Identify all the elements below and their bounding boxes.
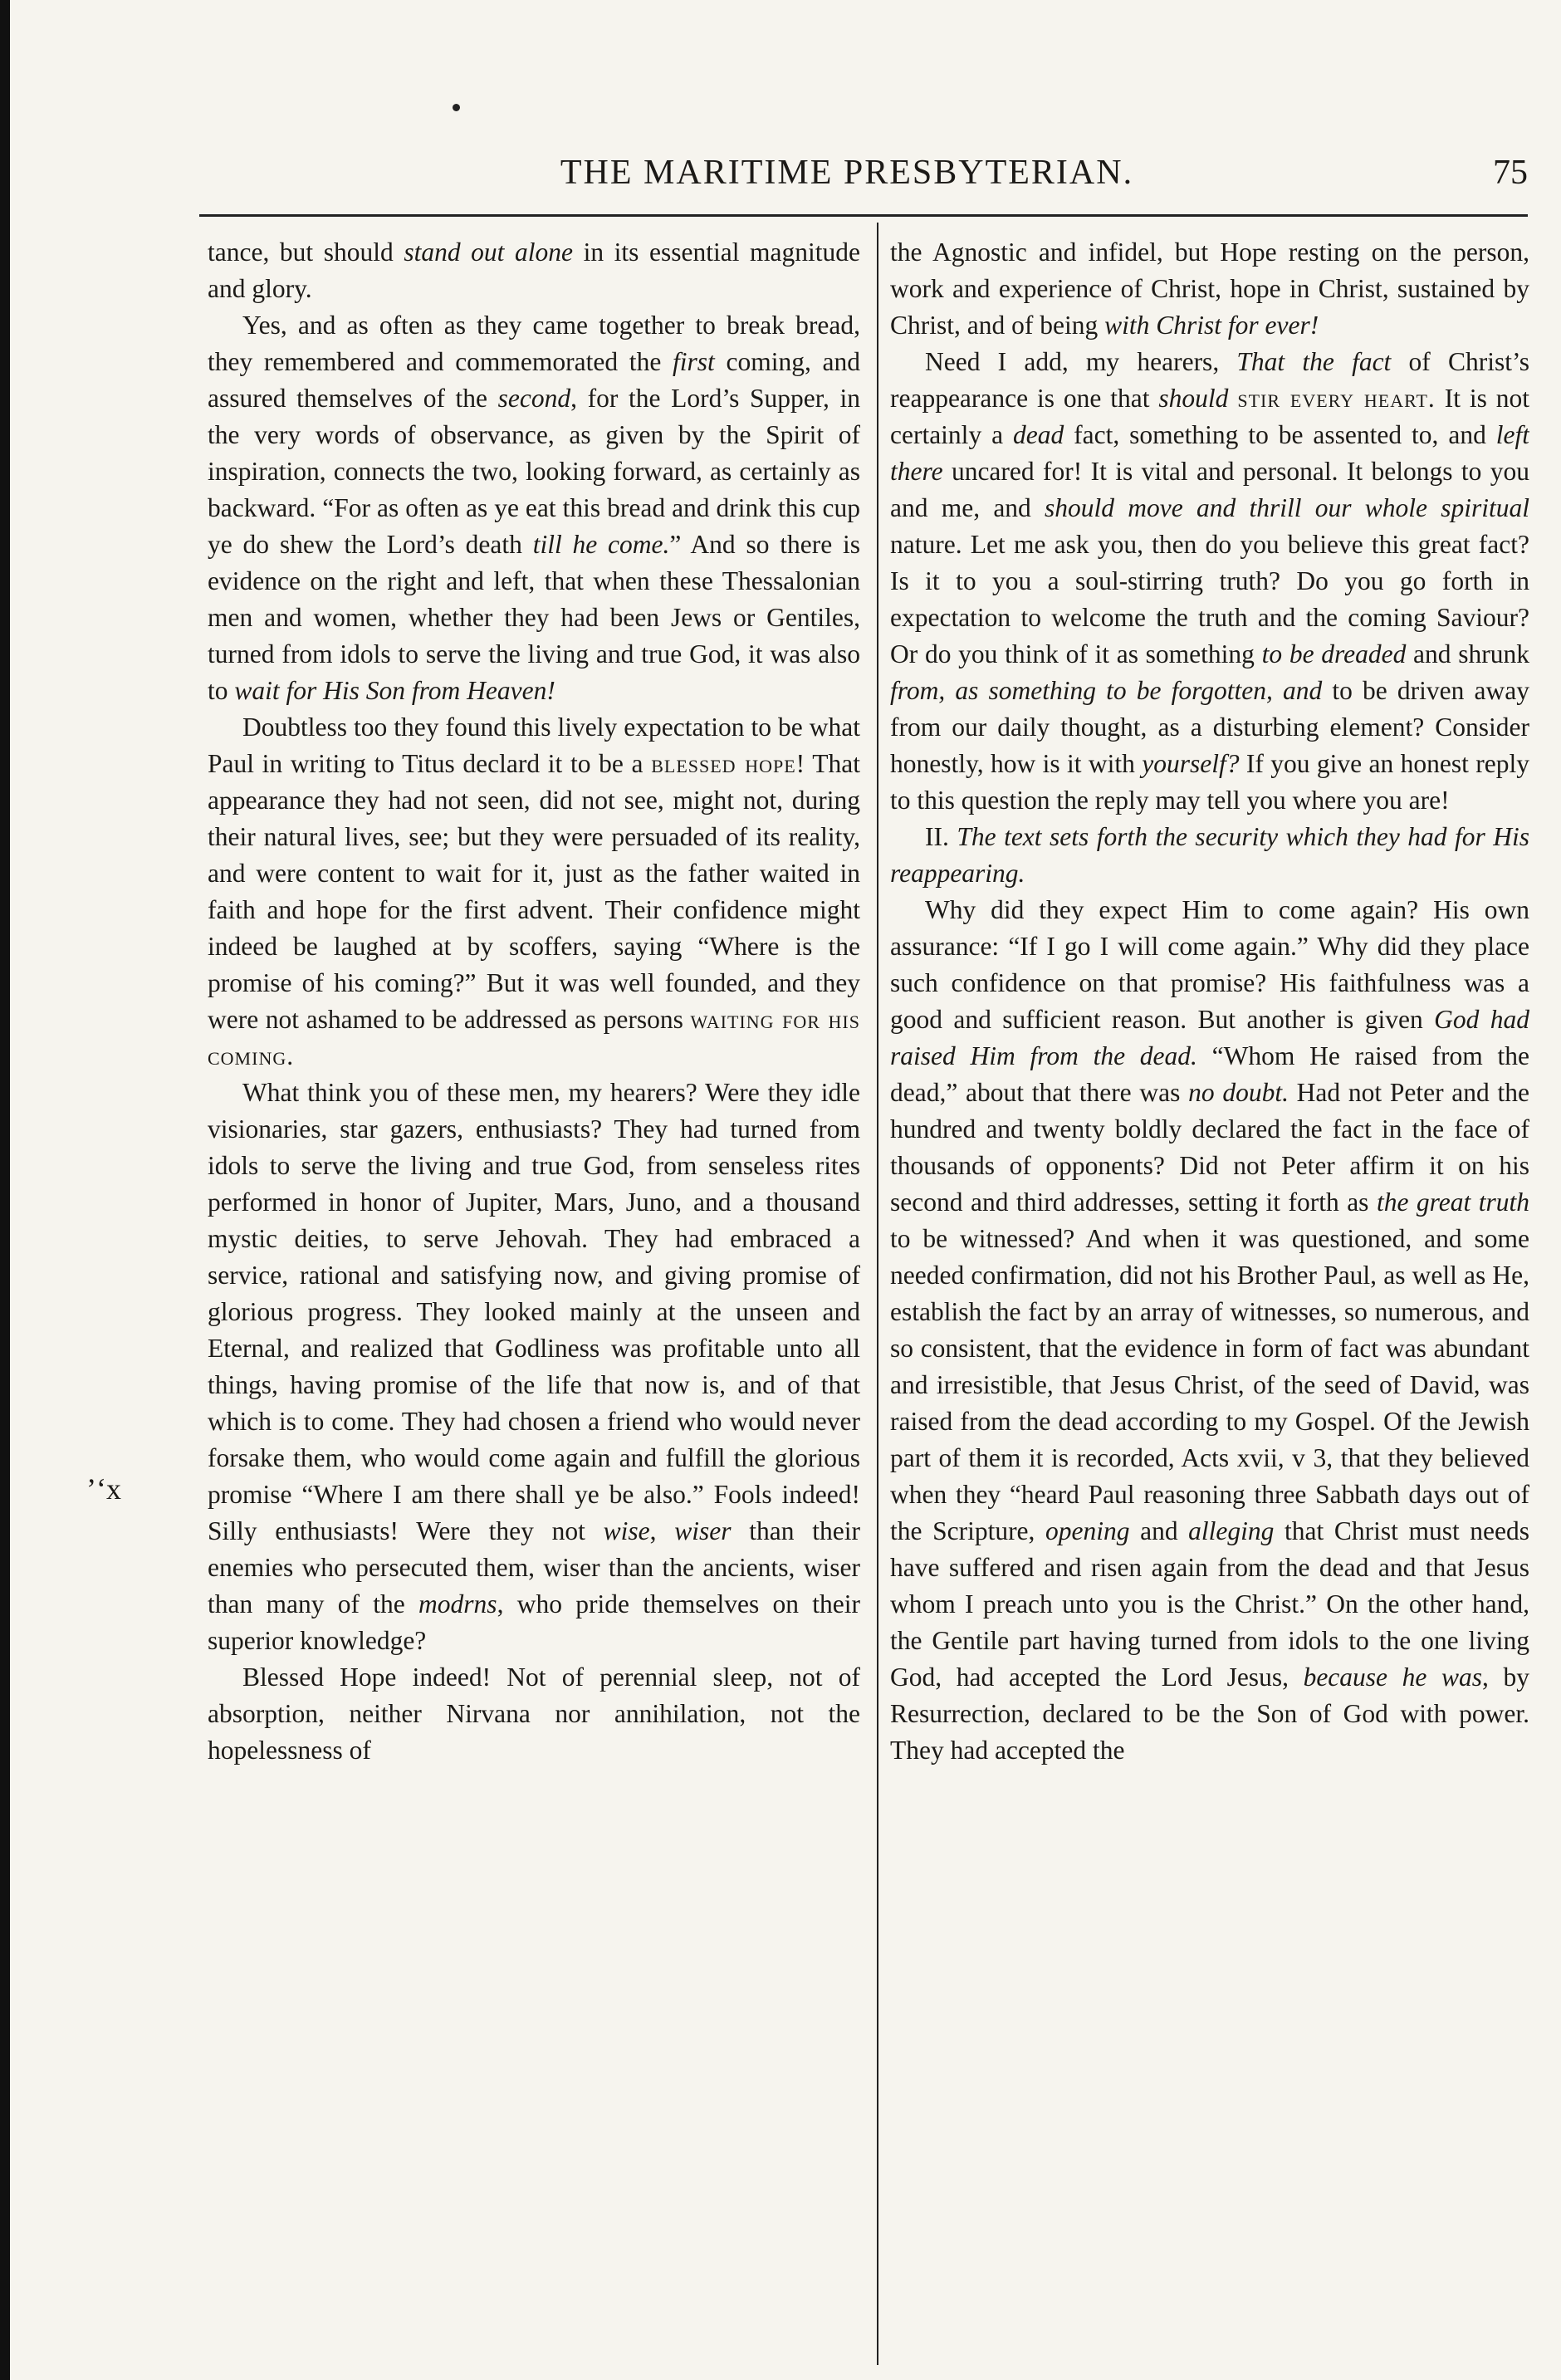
header-rule xyxy=(199,214,1528,217)
right-column xyxy=(890,234,1529,2360)
continued-paragraph: tance, but should stand out alone in its essential magnitude and glory. xyxy=(208,238,860,303)
margin-annotation: ’‘x xyxy=(86,1472,121,1506)
paragraph: Need I add, my hearers, That the fact of Christ’s reappearance is one that should stir every heart. It is not certainly a dead fact, something to be assented to, and left there uncared for! It is vital and personal. It belongs to you and me, and should move and thrill our whole spiritual nature. Let me ask you, then do you believe this great fact? Is it to you a soul-stirring truth? Do you go forth in expectation to welcome the truth and the coming Saviour? Or do you think of it as something to be dreaded and shrunk from, as something to be forgotten, and to be driven away from our daily thought, as a disturbing element? Consider honestly, how is it with yourself? If you give an honest reply to this question the reply may tell you where you are! xyxy=(890,347,1529,815)
page-header xyxy=(166,140,1528,206)
paragraph: Yes, and as often as they came together to break bread, they remembered and commemorated the first coming, and assured themselves of the second, for the Lord’s Supper, in the very words of observance, as given by the Spirit of inspiration, connects the two, looking forward, as certainly as backward. “For as often as ye eat this bread and drink this cup ye do shew the Lord’s death till he come.” And so there is evidence on the right and left, that when these Thessalonian men and women, whether they had been Jews or Gentiles, turned from idols to serve the living and true God, it was also to wait for His Son from Heaven! xyxy=(208,311,860,705)
ink-speck xyxy=(453,104,460,111)
paragraph: II. The text sets forth the security which they had for His reappearing. xyxy=(890,822,1529,888)
continued-paragraph: the Agnostic and infidel, but Hope resting on the person, work and experience of Christ, hope in Christ, sustained by Christ, and of being with Christ for ever! xyxy=(890,238,1529,340)
column-divider xyxy=(877,223,878,2365)
running-title: THE MARITIME PRESBYTERIAN. xyxy=(560,154,1134,192)
page-binding-edge xyxy=(0,0,10,2380)
paragraph: What think you of these men, my hearers? Were they idle visionaries, star gazers, enthusiasts? They had turned from idols to serve the living and true God, from senseless rites performed in honor of Jupiter, Mars, Juno, and a thousand mystic deities, to serve Jehovah. They had embraced a service, rational and satisfying now, and giving promise of glorious progress. They looked mainly at the unseen and Eternal, and realized that Godliness was profitable unto all things, having promise of the life that now is, and of that which is to come. They had chosen a friend who would never forsake them, who would come again and fulfill the glorious promise “Where I am there shall ye be also.” Fools indeed! Silly enthusiasts! Were they not wise, wiser than their enemies who persecuted them, wiser than the ancients, wiser than many of the modrns, who pride themselves on their superior knowledge? xyxy=(208,1078,860,1655)
paragraph: Doubtless too they found this lively expectation to be what Paul in writing to Titus declard it to be a blessed hope! That appearance they had not seen, did not see, might not, during their natural lives, see; but they were persuaded of its reality, and were content to wait for it, just as the father waited in faith and hope for the first advent. Their confidence might indeed be laughed at by scoffers, saying “Where is the promise of his coming?” But it was well founded, and they were not ashamed to be addressed as persons waiting for his coming. xyxy=(208,713,860,1070)
page-number: 75 xyxy=(1493,154,1528,192)
paragraph: Blessed Hope indeed! Not of perennial sleep, not of absorption, neither Nirvana nor annihilation, not the hopelessness of xyxy=(208,1663,860,1765)
paragraph: Why did they expect Him to come again? His own assurance: “If I go I will come again.” Why did they place such confidence on that promise? His faithfulness was a good and sufficient reason. But another is given God had raised Him from the dead. “Whom He raised from the dead,” about that there was no doubt. Had not Peter and the hundred and twenty boldly declared the fact in the face of thousands of opponents? Did not Peter affirm it on his second and third addresses, setting it forth as the great truth to be witnessed? And when it was questioned, and some needed confirmation, did not his Brother Paul, as well as He, establish the fact by an array of witnesses, so numerous, and so consistent, that the evidence in form of fact was abundant and irresistible, that Jesus Christ, of the seed of David, was raised from the dead according to my Gospel. Of the Jewish part of them it is recorded, Acts xvii, v 3, that they believed when they “heard Paul reasoning three Sabbath days out of the Scripture, opening and alleging that Christ must needs have suffered and risen again from the dead and that Jesus whom I preach unto you is the Christ.” On the other hand, the Gentile part having turned from idols to the one living God, had accepted the Lord Jesus, because he was, by Resurrection, declared to be the Son of God with power. They had accepted the xyxy=(890,895,1529,1765)
left-column xyxy=(208,234,860,2360)
